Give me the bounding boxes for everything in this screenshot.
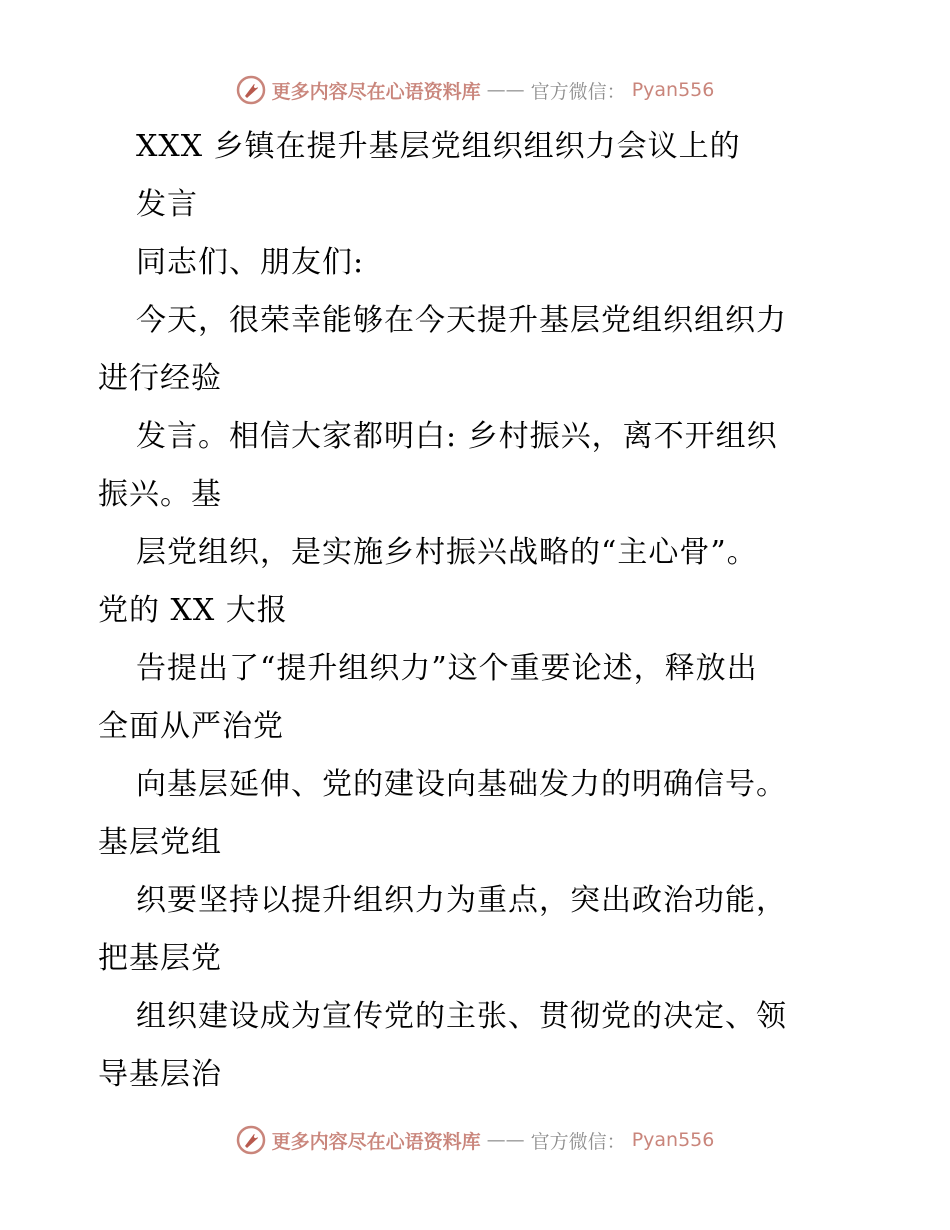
- footer-watermark-banner: [0, 1120, 950, 1160]
- banner-wechat-label: 官方微信：: [530, 80, 626, 103]
- paragraph-line: 进行经验: [98, 361, 222, 396]
- paragraph-line: 导基层治: [98, 1057, 222, 1092]
- paragraph-line: 振兴。基: [98, 477, 222, 512]
- banner-site-text: 更多内容尽在心语资料库: [271, 1130, 481, 1153]
- header-watermark-banner: [0, 70, 950, 110]
- paragraph-line: 织要坚持以提升组织力为重点，突出政治功能，: [136, 883, 787, 918]
- banner-separator: ——: [486, 1129, 525, 1151]
- banner-wechat-label: 官方微信：: [530, 1130, 626, 1153]
- paragraph-line: 基层党组: [98, 825, 222, 860]
- paragraph-line: 党的 XX 大报: [98, 593, 288, 628]
- paragraph-line: 告提出了“提升组织力”这个重要论述，释放出: [136, 651, 758, 686]
- paragraph-line: 今天，很荣幸能够在今天提升基层党组织组织力: [136, 303, 787, 338]
- banner-wechat-id: Pyan556: [631, 1129, 715, 1151]
- document-body: [98, 118, 858, 1104]
- paragraph-line: 层党组织，是实施乡村振兴战略的“主心骨”。: [136, 535, 758, 570]
- document-title-line-2: 发言: [136, 187, 198, 222]
- banner-site-text: 更多内容尽在心语资料库: [271, 80, 481, 103]
- document-title-line-1: XXX 乡镇在提升基层党组织组织力会议上的: [136, 129, 741, 164]
- salutation-line: 同志们、朋友们:: [136, 245, 365, 280]
- paragraph-line: 全面从严治党: [98, 709, 284, 744]
- banner-separator: ——: [486, 79, 525, 101]
- pen-nib-logo-icon: [236, 1125, 266, 1155]
- paragraph-line: 发言。相信大家都明白: 乡村振兴，离不开组织: [136, 419, 778, 454]
- pen-nib-logo-icon: [236, 75, 266, 105]
- paragraph-line: 向基层延伸、党的建设向基础发力的明确信号。: [136, 767, 787, 802]
- banner-wechat-id: Pyan556: [631, 79, 715, 101]
- paragraph-line: 把基层党: [98, 941, 222, 976]
- paragraph-line: 组织建设成为宣传党的主张、贯彻党的决定、领: [136, 999, 787, 1034]
